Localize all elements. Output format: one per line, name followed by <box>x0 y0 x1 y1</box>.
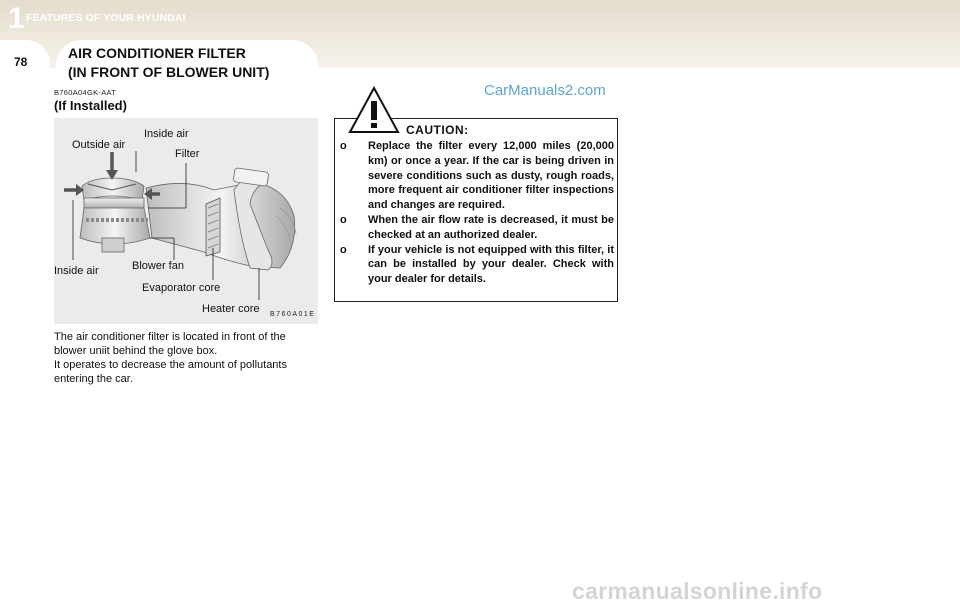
body-paragraph-2: It operates to decrease the amount of pollutants entering the car. <box>54 359 287 385</box>
body-paragraph-1: The air conditioner filter is located in front of the blower uniit behind the glove box. <box>54 331 286 357</box>
bullet-marker: o <box>340 140 347 152</box>
section-code: B760A04GK-AAT <box>54 88 117 97</box>
label-outside-air: Outside air <box>72 139 126 151</box>
page-number: 78 <box>14 55 28 69</box>
chapter-number: 1 <box>8 2 25 35</box>
section-title-line-1: AIR CONDITIONER FILTER <box>68 45 246 61</box>
caution-item-text: If your vehicle is not equipped with this filter, it can be installed by your dealer. Check with your dealer for details. <box>368 243 614 286</box>
watermark-link[interactable]: CarManuals2.com <box>484 82 606 99</box>
caution-title: CAUTION: <box>406 123 469 137</box>
caution-item <box>340 243 614 287</box>
caution-item <box>340 139 614 213</box>
label-inside-air-left: Inside air <box>54 265 99 277</box>
body-text <box>54 330 320 386</box>
section-title-line-2: (IN FRONT OF BLOWER UNIT) <box>68 64 270 80</box>
label-inside-air-top: Inside air <box>144 128 189 140</box>
label-heater-core: Heater core <box>202 303 260 315</box>
section-title <box>68 44 269 82</box>
caution-item <box>340 213 614 243</box>
warning-triangle-icon <box>348 86 400 134</box>
caution-item-text: Replace the filter every 12,000 miles (20,000 km) or once a year. If the car is being driven in severe conditions such as dusty, rough roads, more frequent air conditioner filter inspections and changes are required. <box>368 140 614 212</box>
figure-code: B760A01E <box>270 311 316 318</box>
caution-list <box>340 139 614 287</box>
caution-item-text: When the air flow rate is decreased, it must be checked at an authorized dealer. <box>368 213 614 241</box>
blower-unit-figure <box>54 118 318 324</box>
section-subtitle: (If Installed) <box>54 98 127 113</box>
bullet-marker: o <box>340 243 347 256</box>
watermark-bottom: carmanualsonline.info <box>572 578 823 604</box>
label-evaporator-core: Evaporator core <box>142 282 221 294</box>
chapter-title: FEATURES OF YOUR HYUNDAI <box>26 12 186 24</box>
bullet-marker: o <box>340 213 347 226</box>
label-filter: Filter <box>175 148 200 160</box>
label-blower-fan: Blower fan <box>132 260 184 272</box>
